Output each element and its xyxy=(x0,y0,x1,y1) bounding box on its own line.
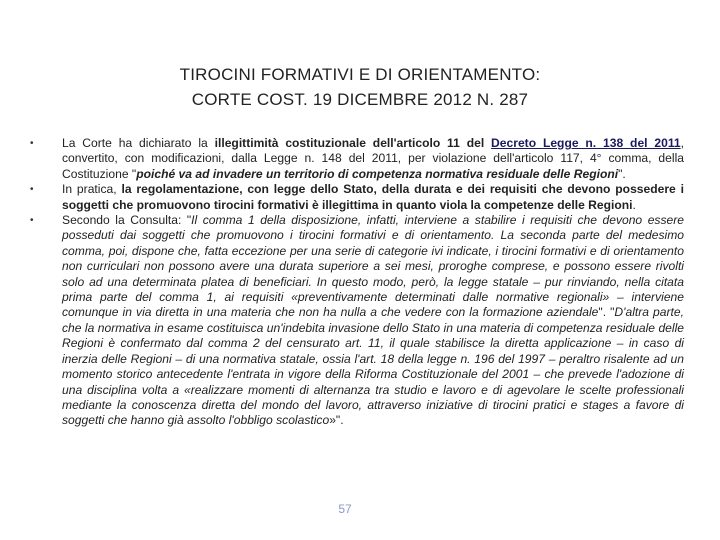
item-bold-text: illegittimità costituzionale dell'articolo 11 del xyxy=(214,136,492,150)
item-text: ". xyxy=(618,166,626,181)
list-item xyxy=(30,213,684,429)
list-item xyxy=(30,136,684,182)
decree-link[interactable]: Decreto Legge n. 138 del 2011 xyxy=(491,136,681,150)
bullet-icon: • xyxy=(30,138,34,149)
title-line-1: TIROCINI FORMATIVI E DI ORIENTAMENTO: xyxy=(179,65,541,84)
item-italic-text: Il comma 1 della disposizione, infatti, interviene a stabilire i requisiti che devono essere posseduti dai soggetti che promuovono i tirocini formativi e di orientamento. La seconda parte del medesimo comma, poi, dispone che, fatta eccezione per una serie di categorie ivi indicate, i tirocini formativi e di orientamento non curriculari non possono avere una durata superiore a sei mesi, proroghe comprese, e possono essere rivolti solo ad una determinata platea di beneficiari. In questo modo, però, la legge statale – pur rinviando, nella citata prima parte del comma 1, ai requisiti «preventivamente determinati dalle normative regionali» – interviene comunque in via diretta in una materia che non ha nulla a che vedere con la formazione aziendale xyxy=(62,213,685,320)
item-text: . xyxy=(632,197,636,212)
item-text: In pratica, xyxy=(62,182,122,197)
item-bold-italic-text: poiché va ad invadere un territorio di competenza normativa residuale delle Regioni xyxy=(136,166,619,181)
item-text: »". xyxy=(329,413,344,428)
item-text: ". " xyxy=(598,305,615,320)
item-text: Secondo la Consulta: " xyxy=(62,213,192,228)
item-text: La Corte ha dichiarato la xyxy=(62,136,215,150)
item-text: , convertito, con modificazioni, dalla Legge n. 148 del 2011, per violazione dell'articolo 117, 4° comma, della Costituzione " xyxy=(62,136,684,181)
list-item xyxy=(30,182,684,213)
page-number: 57 xyxy=(338,502,352,516)
bullet-icon: • xyxy=(30,184,34,196)
bullet-icon: • xyxy=(30,215,34,227)
bullet-list xyxy=(30,136,684,429)
slide-title xyxy=(0,62,720,112)
item-bold-text: la regolamentazione, con legge dello Stato, della durata e dei requisiti che devono possedere i soggetti che promuovono tirocini formativi è illegittima in quanto viola la competenze delle Regioni xyxy=(62,182,684,212)
title-line-2: CORTE COST. 19 DICEMBRE 2012 N. 287 xyxy=(191,90,529,109)
item-italic-text: D'altra parte, che la normativa in esame costituisca un'indebita invasione dello Stato in una materia di competenza residuale delle Regioni è confermato dal comma 2 del censurato art. 11, il quale stabilisce la diretta applicazione – in caso di inerzia delle Regioni – di una normativa statale, ossia l'art. 18 della legge n. 196 del 1997 – peraltro risalente ad un momento storico antecedente l'entrata in vigore della Riforma Costituzionale del 2001 – che prevede l'adozione di una disciplina volta a «realizzare momenti di alternanza tra studio e lavoro e di agevolare le scelte professionali mediante la conoscenza diretta del mondo del lavoro, attraverso iniziative di tirocini pratici e stages a favore di soggetti che hanno già assolto l'obbligo scolastico xyxy=(62,305,684,428)
